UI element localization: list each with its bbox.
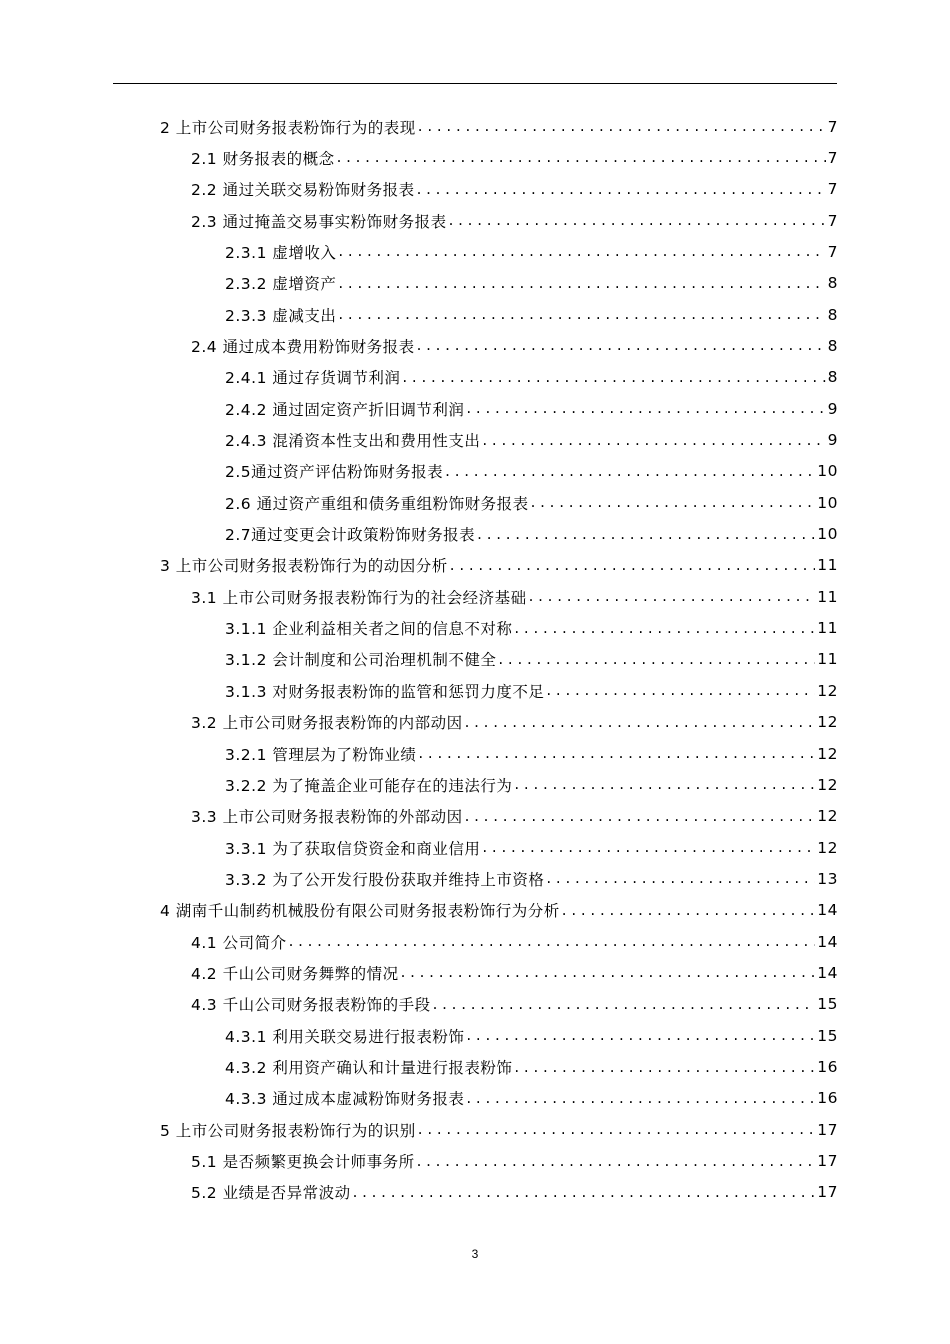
toc-entry-page: 11: [817, 587, 838, 606]
toc-entry-title: 3.1.2 会计制度和公司治理机制不健全: [225, 651, 497, 670]
toc-entry-title: 2 上市公司财务报表粉饰行为的表现: [160, 118, 416, 137]
toc-entry-page: 7: [827, 117, 838, 136]
dot-leader: [466, 1083, 815, 1114]
toc-entry[interactable]: [191, 989, 838, 1020]
toc-entry[interactable]: [225, 644, 838, 675]
toc-entry[interactable]: [160, 895, 838, 926]
toc-entry-title: 3.1 上市公司财务报表粉饰行为的社会经济基础: [191, 588, 527, 607]
toc-entry-title: 3.1.1 企业利益相关者之间的信息不对称: [225, 620, 513, 639]
toc-entry-page: 16: [817, 1089, 838, 1108]
toc-entry[interactable]: [225, 268, 838, 299]
toc-entry-title: 2.5通过资产评估粉饰财务报表: [225, 463, 444, 482]
toc-entry[interactable]: [160, 550, 838, 581]
dot-leader: [529, 581, 816, 612]
toc-entry[interactable]: [225, 1052, 838, 1083]
toc-entry-page: 10: [817, 493, 838, 512]
dot-leader: [482, 832, 815, 863]
toc-entry-page: 7: [827, 242, 838, 261]
toc-entry-page: 7: [827, 148, 838, 167]
toc-entry-page: 17: [817, 1183, 838, 1202]
toc-entry-page: 12: [817, 713, 838, 732]
toc-entry-title: 3 上市公司财务报表粉饰行为的动因分析: [160, 557, 448, 576]
toc-entry-title: 4.3 千山公司财务报表粉饰的手段: [191, 996, 431, 1015]
toc-entry[interactable]: [191, 801, 838, 832]
dot-leader: [338, 236, 825, 267]
toc-entry-title: 4.1 公司简介: [191, 933, 287, 952]
dot-leader: [418, 111, 826, 142]
toc-entry-title: 2.3.2 虚增资产: [225, 275, 337, 294]
dot-leader: [477, 519, 815, 550]
toc-entry-title: 4.3.1 利用关联交易进行报表粉饰: [225, 1027, 465, 1046]
toc-entry-page: 15: [817, 1026, 838, 1045]
toc-entry[interactable]: [191, 581, 838, 612]
toc-entry[interactable]: [191, 707, 838, 738]
toc-entry-title: 5.1 是否频繁更换会计师事务所: [191, 1153, 415, 1172]
dot-leader: [289, 926, 816, 957]
toc-entry-title: 3.3.2 为了公开发行股份获取并维持上市资格: [225, 870, 545, 889]
dot-leader: [417, 1146, 816, 1177]
dot-leader: [418, 738, 815, 769]
toc-entry[interactable]: [191, 174, 838, 205]
toc-entry-page: 11: [817, 619, 838, 638]
toc-entry-title: 3.2.1 管理层为了粉饰业绩: [225, 745, 417, 764]
toc-entry-page: 11: [817, 650, 838, 669]
header-rule: [113, 83, 837, 84]
toc-entry[interactable]: [225, 863, 838, 894]
toc-entry[interactable]: [225, 519, 838, 550]
toc-entry[interactable]: [225, 456, 838, 487]
dot-leader: [482, 425, 825, 456]
toc-entry-page: 8: [827, 336, 838, 355]
toc-entry-title: 3.2 上市公司财务报表粉饰的内部动因: [191, 714, 463, 733]
dot-leader: [337, 142, 826, 173]
toc-entry-page: 16: [817, 1058, 838, 1076]
toc-entry[interactable]: [191, 926, 838, 957]
toc-entry-title: 2.7通过变更会计政策粉饰财务报表: [225, 526, 476, 545]
toc-entry-title: 3.3 上市公司财务报表粉饰的外部动因: [191, 808, 463, 827]
toc-entry-page: 14: [817, 901, 838, 920]
toc-entry-page: 7: [827, 180, 838, 199]
toc-entry-title: 2.1 财务报表的概念: [191, 149, 335, 168]
toc-entry[interactable]: [191, 957, 838, 988]
dot-leader: [401, 957, 816, 988]
toc-entry-title: 2.2 通过关联交易粉饰财务报表: [191, 181, 415, 200]
dot-leader: [353, 1177, 816, 1208]
toc-entry-title: 2.4.3 混淆资本性支出和费用性支出: [225, 432, 481, 450]
toc-entry-title: 4.2 千山公司财务舞弊的情况: [191, 964, 399, 983]
dot-leader: [531, 487, 816, 518]
dot-leader: [450, 550, 815, 581]
toc-entry-page: 12: [817, 807, 838, 826]
dot-leader: [514, 769, 815, 800]
toc-entry[interactable]: [225, 613, 838, 644]
toc-entry-page: 8: [827, 368, 838, 387]
toc-entry[interactable]: [225, 769, 838, 800]
toc-entry[interactable]: [225, 425, 838, 456]
dot-leader: [445, 456, 815, 487]
toc-entry-title: 2.3.1 虚增收入: [225, 243, 337, 262]
toc-entry[interactable]: [225, 832, 838, 863]
toc-entry[interactable]: [191, 142, 838, 173]
toc-entry-page: 8: [827, 305, 838, 324]
toc-entry-page: 9: [827, 431, 838, 449]
toc-entry-title: 5.2 业绩是否异常波动: [191, 1184, 351, 1203]
dot-leader: [514, 613, 815, 644]
toc-entry-page: 17: [817, 1120, 838, 1139]
toc-entry-title: 2.3 通过掩盖交易事实粉饰财务报表: [191, 212, 447, 231]
toc-entry-page: 10: [817, 525, 838, 544]
dot-leader: [466, 1020, 815, 1051]
toc-entry[interactable]: [225, 362, 838, 393]
toc-entry-page: 13: [817, 869, 838, 888]
toc-entry-page: 12: [817, 838, 838, 857]
toc-entry-title: 2.3.3 虚减支出: [225, 306, 337, 325]
toc-entry-title: 2.4.2 通过固定资产折旧调节利润: [225, 400, 465, 419]
toc-entry-page: 17: [817, 1152, 838, 1171]
toc-entry-page: 9: [827, 399, 838, 418]
toc-entry-page: 8: [827, 274, 838, 293]
toc-entry[interactable]: [225, 487, 838, 518]
dot-leader: [465, 801, 816, 832]
dot-leader: [498, 644, 815, 675]
toc-entry-page: 7: [827, 211, 838, 230]
toc-entry-page: 12: [817, 744, 838, 763]
toc-entry-page: 14: [817, 963, 838, 982]
toc-entry[interactable]: [225, 675, 838, 706]
dot-leader: [466, 393, 825, 424]
dot-leader: [338, 268, 825, 299]
dot-leader: [417, 174, 826, 205]
dot-leader: [449, 205, 826, 236]
toc-entry[interactable]: [160, 1114, 838, 1145]
toc-entry[interactable]: [191, 330, 838, 361]
toc-entry-page: 12: [817, 681, 838, 700]
dot-leader: [562, 895, 815, 926]
toc-entry-title: 5 上市公司财务报表粉饰行为的识别: [160, 1121, 416, 1140]
toc-entry-page: 15: [817, 995, 838, 1014]
toc-entry-page: 11: [817, 556, 838, 575]
toc-entry-title: 2.4 通过成本费用粉饰财务报表: [191, 337, 415, 356]
dot-leader: [402, 362, 825, 393]
toc-entry-title: 3.1.3 对财务报表粉饰的监管和惩罚力度不足: [225, 682, 545, 701]
toc-entry[interactable]: [225, 1020, 838, 1051]
toc-entry-title: 4.3.3 通过成本虚减粉饰财务报表: [225, 1090, 465, 1109]
toc-entry-title: 3.2.2 为了掩盖企业可能存在的违法行为: [225, 776, 513, 795]
toc-entry[interactable]: [191, 1177, 838, 1208]
dot-leader: [514, 1052, 815, 1083]
toc-entry[interactable]: [191, 1146, 838, 1177]
toc-entry[interactable]: [191, 205, 838, 236]
toc-entry[interactable]: [225, 393, 838, 424]
dot-leader: [433, 989, 816, 1020]
dot-leader: [546, 675, 815, 706]
dot-leader: [465, 707, 816, 738]
toc-entry-page: 14: [817, 932, 838, 951]
toc-entry[interactable]: [160, 111, 838, 142]
toc-entry[interactable]: [225, 738, 838, 769]
toc-entry[interactable]: [225, 299, 838, 330]
toc-entry-page: 10: [817, 462, 838, 481]
toc-entry-page: 12: [817, 775, 838, 794]
toc-entry[interactable]: [225, 236, 838, 267]
dot-leader: [418, 1114, 815, 1145]
page-number: 3: [471, 1247, 479, 1261]
toc-entry-title: 2.6 通过资产重组和债务重组粉饰财务报表: [225, 494, 529, 513]
dot-leader: [417, 330, 826, 361]
dot-leader: [338, 299, 825, 330]
toc-entry-title: 4 湖南千山制药机械股份有限公司财务报表粉饰行为分析: [160, 902, 560, 921]
toc-entry[interactable]: [225, 1083, 838, 1114]
toc-entry-title: 4.3.2 利用资产确认和计量进行报表粉饰: [225, 1059, 513, 1077]
toc-entry-title: 2.4.1 通过存货调节利润: [225, 369, 401, 388]
toc-entry-title: 3.3.1 为了获取信贷资金和商业信用: [225, 839, 481, 858]
dot-leader: [546, 863, 815, 894]
